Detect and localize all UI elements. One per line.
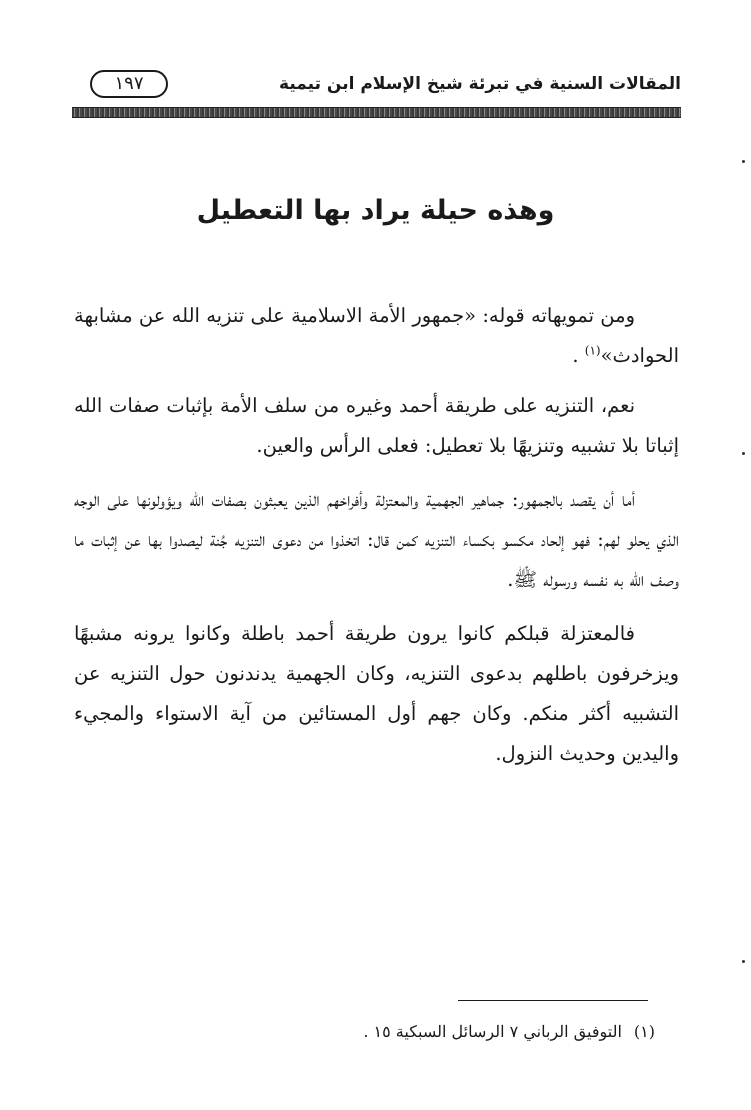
scan-speck xyxy=(742,160,745,163)
paragraph-1-tail: . xyxy=(572,344,585,367)
footnote xyxy=(363,1022,655,1041)
paragraph-1-text: ومن تمويهاته قوله: «جمهور الأمة الاسلامية على تنزيه الله عن مشابهة الحوادث» xyxy=(74,304,679,367)
paragraph-3: أما أن يقصد بالجمهور: جماهير الجهمية والمعتزلة وأفراخهم الذين يعبثون بصفات الله ويؤولونها على الوجه الذي يحلو لهم: فهو إلحاد مكسو بكساء التنزيه كمن قال: اتخذوا من دعوى التنزيه جُنة ليصدوا بها عن إثبات ما وصف الله به نفسه ورسوله ﷺ. xyxy=(74,488,679,591)
page-number: ١٩٧ xyxy=(90,70,168,98)
footnote-text: التوفيق الرباني ٧ الرسائل السبكية ١٥ . xyxy=(363,1022,622,1041)
paragraph-4: فالمعتزلة قبلكم كانوا يرون طريقة أحمد باطلة وكانوا يرونه مشبهًا ويزخرفون باطلهم بدعوى التنزيه، وكان الجهمية يدندنون حول التنزيه عن التشبيه أكثر منكم. وكان جهم أول المستائين من آية الاستواء والمجيء واليدين وحديث النزول. xyxy=(74,622,679,765)
footnote-marker: (١) xyxy=(584,343,601,358)
paragraph-1 xyxy=(74,296,679,376)
body-text xyxy=(74,296,679,788)
running-title: المقالات السنية في تبرئة شيخ الإسلام ابن تيمية xyxy=(279,74,681,94)
header-rule xyxy=(72,107,681,118)
footnote-number: (١) xyxy=(633,1022,655,1041)
footnote-rule xyxy=(458,1000,648,1001)
scan-speck xyxy=(742,960,745,963)
paragraph-2: نعم، التنزيه على طريقة أحمد وغيره من سلف الأمة بإثبات صفات الله إثباتا بلا تشبيه وتنزيهًا بلا تعطيل: فعلى الرأس والعين. xyxy=(74,394,679,457)
page-header xyxy=(70,70,681,106)
scan-speck xyxy=(742,452,745,455)
section-heading: وهذه حيلة يراد بها التعطيل xyxy=(196,195,555,226)
